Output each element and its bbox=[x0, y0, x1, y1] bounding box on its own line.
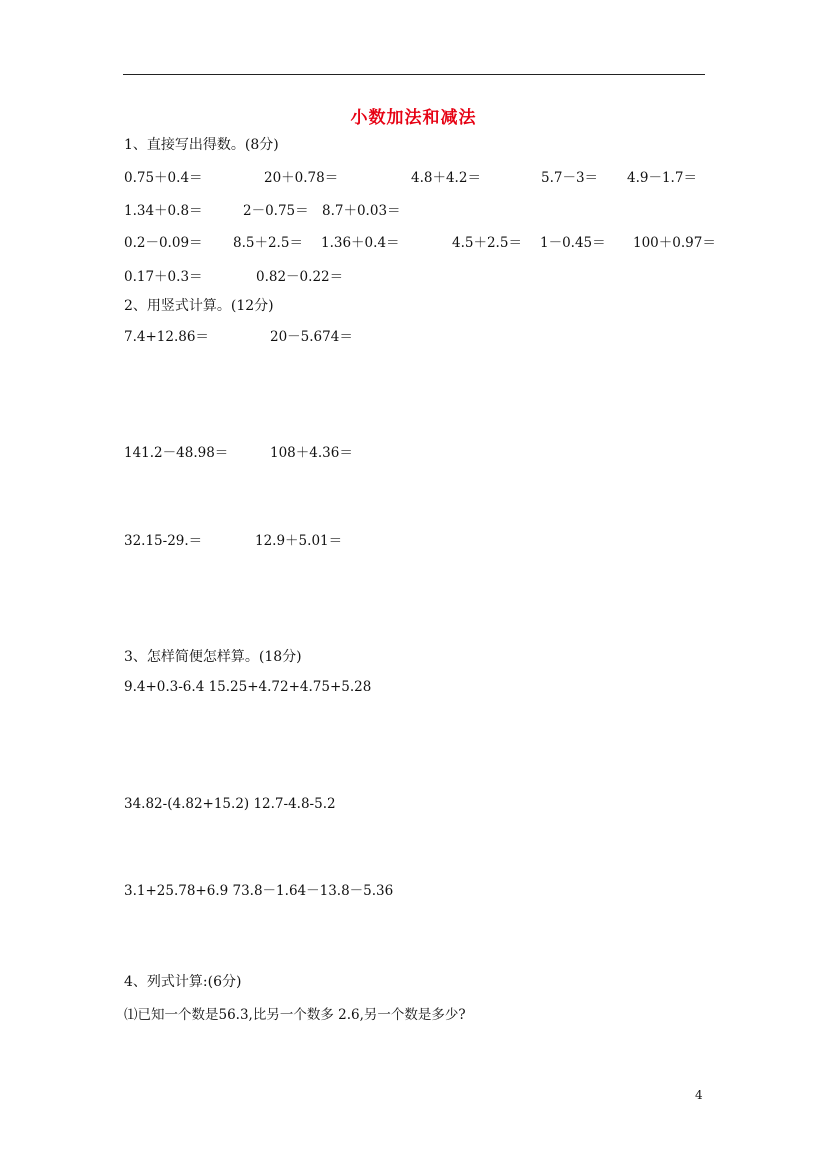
problem: 4.8＋4.2＝ bbox=[411, 170, 481, 186]
word-problem: ⑴已知一个数是56.3,比另一个数多 2.6,另一个数是多少? bbox=[124, 1007, 466, 1023]
problem: 32.15-29.＝ bbox=[124, 533, 203, 549]
header-rule bbox=[123, 74, 705, 75]
problem: 2－0.75＝ bbox=[243, 203, 309, 219]
problem: 4.9－1.7＝ bbox=[627, 170, 697, 186]
problem: 0.82－0.22＝ bbox=[256, 269, 344, 285]
section-4-heading: 4、列式计算:(6分) bbox=[124, 974, 242, 990]
problem: 1.34＋0.8＝ bbox=[124, 203, 203, 219]
problem: 20－5.674＝ bbox=[270, 329, 353, 345]
problem: 141.2－48.98＝ bbox=[124, 445, 229, 461]
page-title: 小数加法和减法 bbox=[350, 108, 477, 128]
problem: 1.36＋0.4＝ bbox=[321, 235, 400, 251]
section-1-heading: 1、直接写出得数。(8分) bbox=[124, 137, 279, 153]
problem: 8.7＋0.03＝ bbox=[322, 203, 401, 219]
problem: 7.4+12.86＝ bbox=[124, 329, 209, 345]
problem: 5.7－3＝ bbox=[541, 170, 599, 186]
page-number: 4 bbox=[695, 1088, 703, 1102]
problem-line: 3.1+25.78+6.9 73.8－1.64－13.8－5.36 bbox=[124, 883, 394, 899]
problem: 108＋4.36＝ bbox=[270, 445, 353, 461]
problem-line: 34.82-(4.82+15.2) 12.7-4.8-5.2 bbox=[124, 796, 336, 812]
problem: 20＋0.78＝ bbox=[264, 170, 339, 186]
problem: 12.9＋5.01＝ bbox=[255, 533, 343, 549]
problem: 4.5＋2.5＝ bbox=[452, 235, 522, 251]
problem: 1－0.45＝ bbox=[540, 235, 606, 251]
section-3-heading: 3、怎样简便怎样算。(18分) bbox=[124, 649, 302, 665]
problem: 100＋0.97＝ bbox=[633, 235, 716, 251]
problem: 0.2－0.09＝ bbox=[124, 235, 203, 251]
problem-line: 9.4+0.3-6.4 15.25+4.72+4.75+5.28 bbox=[124, 679, 372, 695]
problem: 0.17＋0.3＝ bbox=[124, 269, 203, 285]
problem: 8.5＋2.5＝ bbox=[233, 235, 303, 251]
section-2-heading: 2、用竖式计算。(12分) bbox=[124, 298, 274, 314]
problem: 0.75＋0.4＝ bbox=[124, 170, 203, 186]
